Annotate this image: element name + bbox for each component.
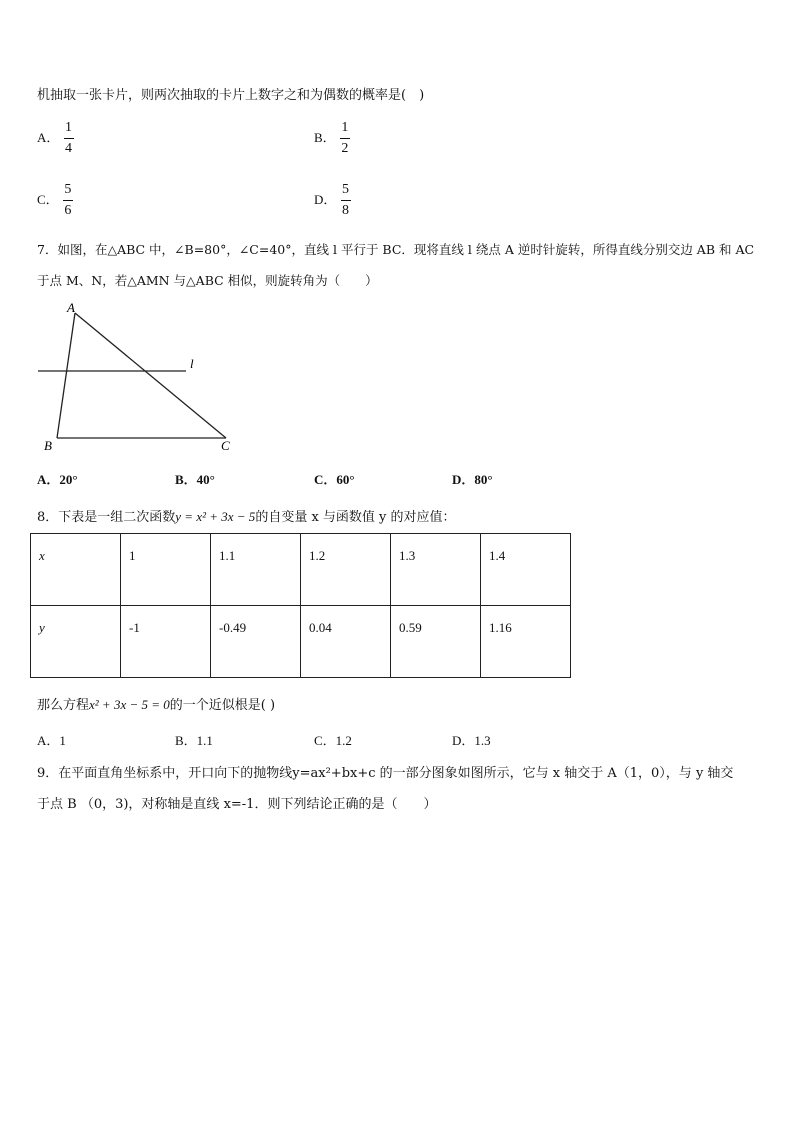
fraction — [340, 120, 350, 157]
q9-stem-line1: 9．在平面直角坐标系中，开口向下的抛物线y=ax²+bx+c 的一部分图象如图所示，它与 x 轴交于 A（1，0），与 y 轴交 — [37, 766, 734, 781]
table-cell: 0.59 — [391, 606, 481, 678]
fraction-bar — [64, 138, 74, 139]
q6-stem: 机抽取一张卡片，则两次抽取的卡片上数字之和为偶数的概率是( ) — [37, 88, 425, 103]
q8-ask — [37, 694, 275, 713]
q7-stem-line2: 于点 M、N，若△AMN 与△ABC 相似，则旋转角为（ ） — [37, 273, 378, 288]
q7-option-c[interactable]: C．60° — [314, 472, 355, 487]
table-cell: 1.4 — [481, 534, 571, 606]
q8-option-a[interactable]: A．1 — [37, 733, 66, 748]
label-a: A — [67, 300, 75, 315]
table-cell: 0.04 — [301, 606, 391, 678]
q8-ask-pre: 那么方程 — [37, 698, 90, 713]
label-l: l — [190, 356, 194, 371]
denominator: 2 — [341, 141, 349, 156]
table-header-x: x — [31, 534, 121, 606]
denominator: 4 — [65, 141, 73, 156]
side-ab — [57, 313, 75, 438]
q8-stem-pre: 8．下表是一组二次函数 — [37, 510, 176, 525]
denominator: 8 — [342, 203, 350, 218]
option-label: B． — [314, 130, 336, 145]
fraction — [341, 182, 351, 219]
q8-option-b[interactable]: B．1.1 — [175, 733, 213, 748]
numerator: 5 — [64, 182, 72, 197]
q8-stem — [37, 506, 456, 525]
fraction-bar — [63, 200, 73, 201]
q6-option-c[interactable] — [37, 182, 73, 219]
table-cell: 1.1 — [211, 534, 301, 606]
fraction-bar — [341, 200, 351, 201]
denominator: 6 — [64, 203, 72, 218]
label-b: B — [44, 438, 52, 453]
numerator: 5 — [342, 182, 350, 197]
q7-option-d[interactable]: D．80° — [452, 472, 493, 487]
q8-value-table — [30, 533, 571, 678]
table-cell: 1.3 — [391, 534, 481, 606]
table-row — [31, 606, 571, 678]
q6-option-a[interactable] — [37, 120, 74, 157]
q8-stem-post: 的自变量 x 与函数值 y 的对应值： — [255, 510, 456, 525]
numerator: 1 — [65, 120, 73, 135]
q7-option-a[interactable]: A．20° — [37, 472, 78, 487]
fraction — [63, 182, 73, 219]
table-row — [31, 534, 571, 606]
option-label: D． — [314, 192, 337, 207]
q8-equation: x² + 3x − 5 = 0 — [89, 697, 170, 712]
fraction — [64, 120, 74, 157]
side-ac — [75, 313, 226, 438]
q7-option-b[interactable]: B．40° — [175, 472, 215, 487]
q7-stem-line1: 7．如图，在△ABC 中，∠B=80°，∠C=40°，直线 l 平行于 BC．现将直线 l 绕点 A 逆时针旋转，所得直线分别交边 AB 和 AC — [37, 242, 755, 257]
q8-option-c[interactable]: C．1.2 — [314, 733, 352, 748]
q6-option-b[interactable] — [314, 120, 350, 157]
q8-function: y = x² + 3x − 5 — [175, 509, 256, 524]
q8-ask-post: 的一个近似根是( ) — [169, 698, 276, 713]
table-header-y: y — [31, 606, 121, 678]
table-cell: 1.16 — [481, 606, 571, 678]
numerator: 1 — [341, 120, 349, 135]
option-label: A． — [37, 130, 60, 145]
q7-triangle-figure — [30, 298, 250, 456]
q9-stem-line2: 于点 B （0，3)，对称轴是直线 x=-1．则下列结论正确的是（ ） — [37, 797, 437, 812]
label-c: C — [221, 438, 230, 453]
fraction-bar — [340, 138, 350, 139]
table-cell: 1.2 — [301, 534, 391, 606]
q6-option-d[interactable] — [314, 182, 351, 219]
table-cell: -1 — [121, 606, 211, 678]
table-cell: 1 — [121, 534, 211, 606]
option-label: C． — [37, 192, 59, 207]
q8-option-d[interactable]: D．1.3 — [452, 733, 491, 748]
table-cell: -0.49 — [211, 606, 301, 678]
